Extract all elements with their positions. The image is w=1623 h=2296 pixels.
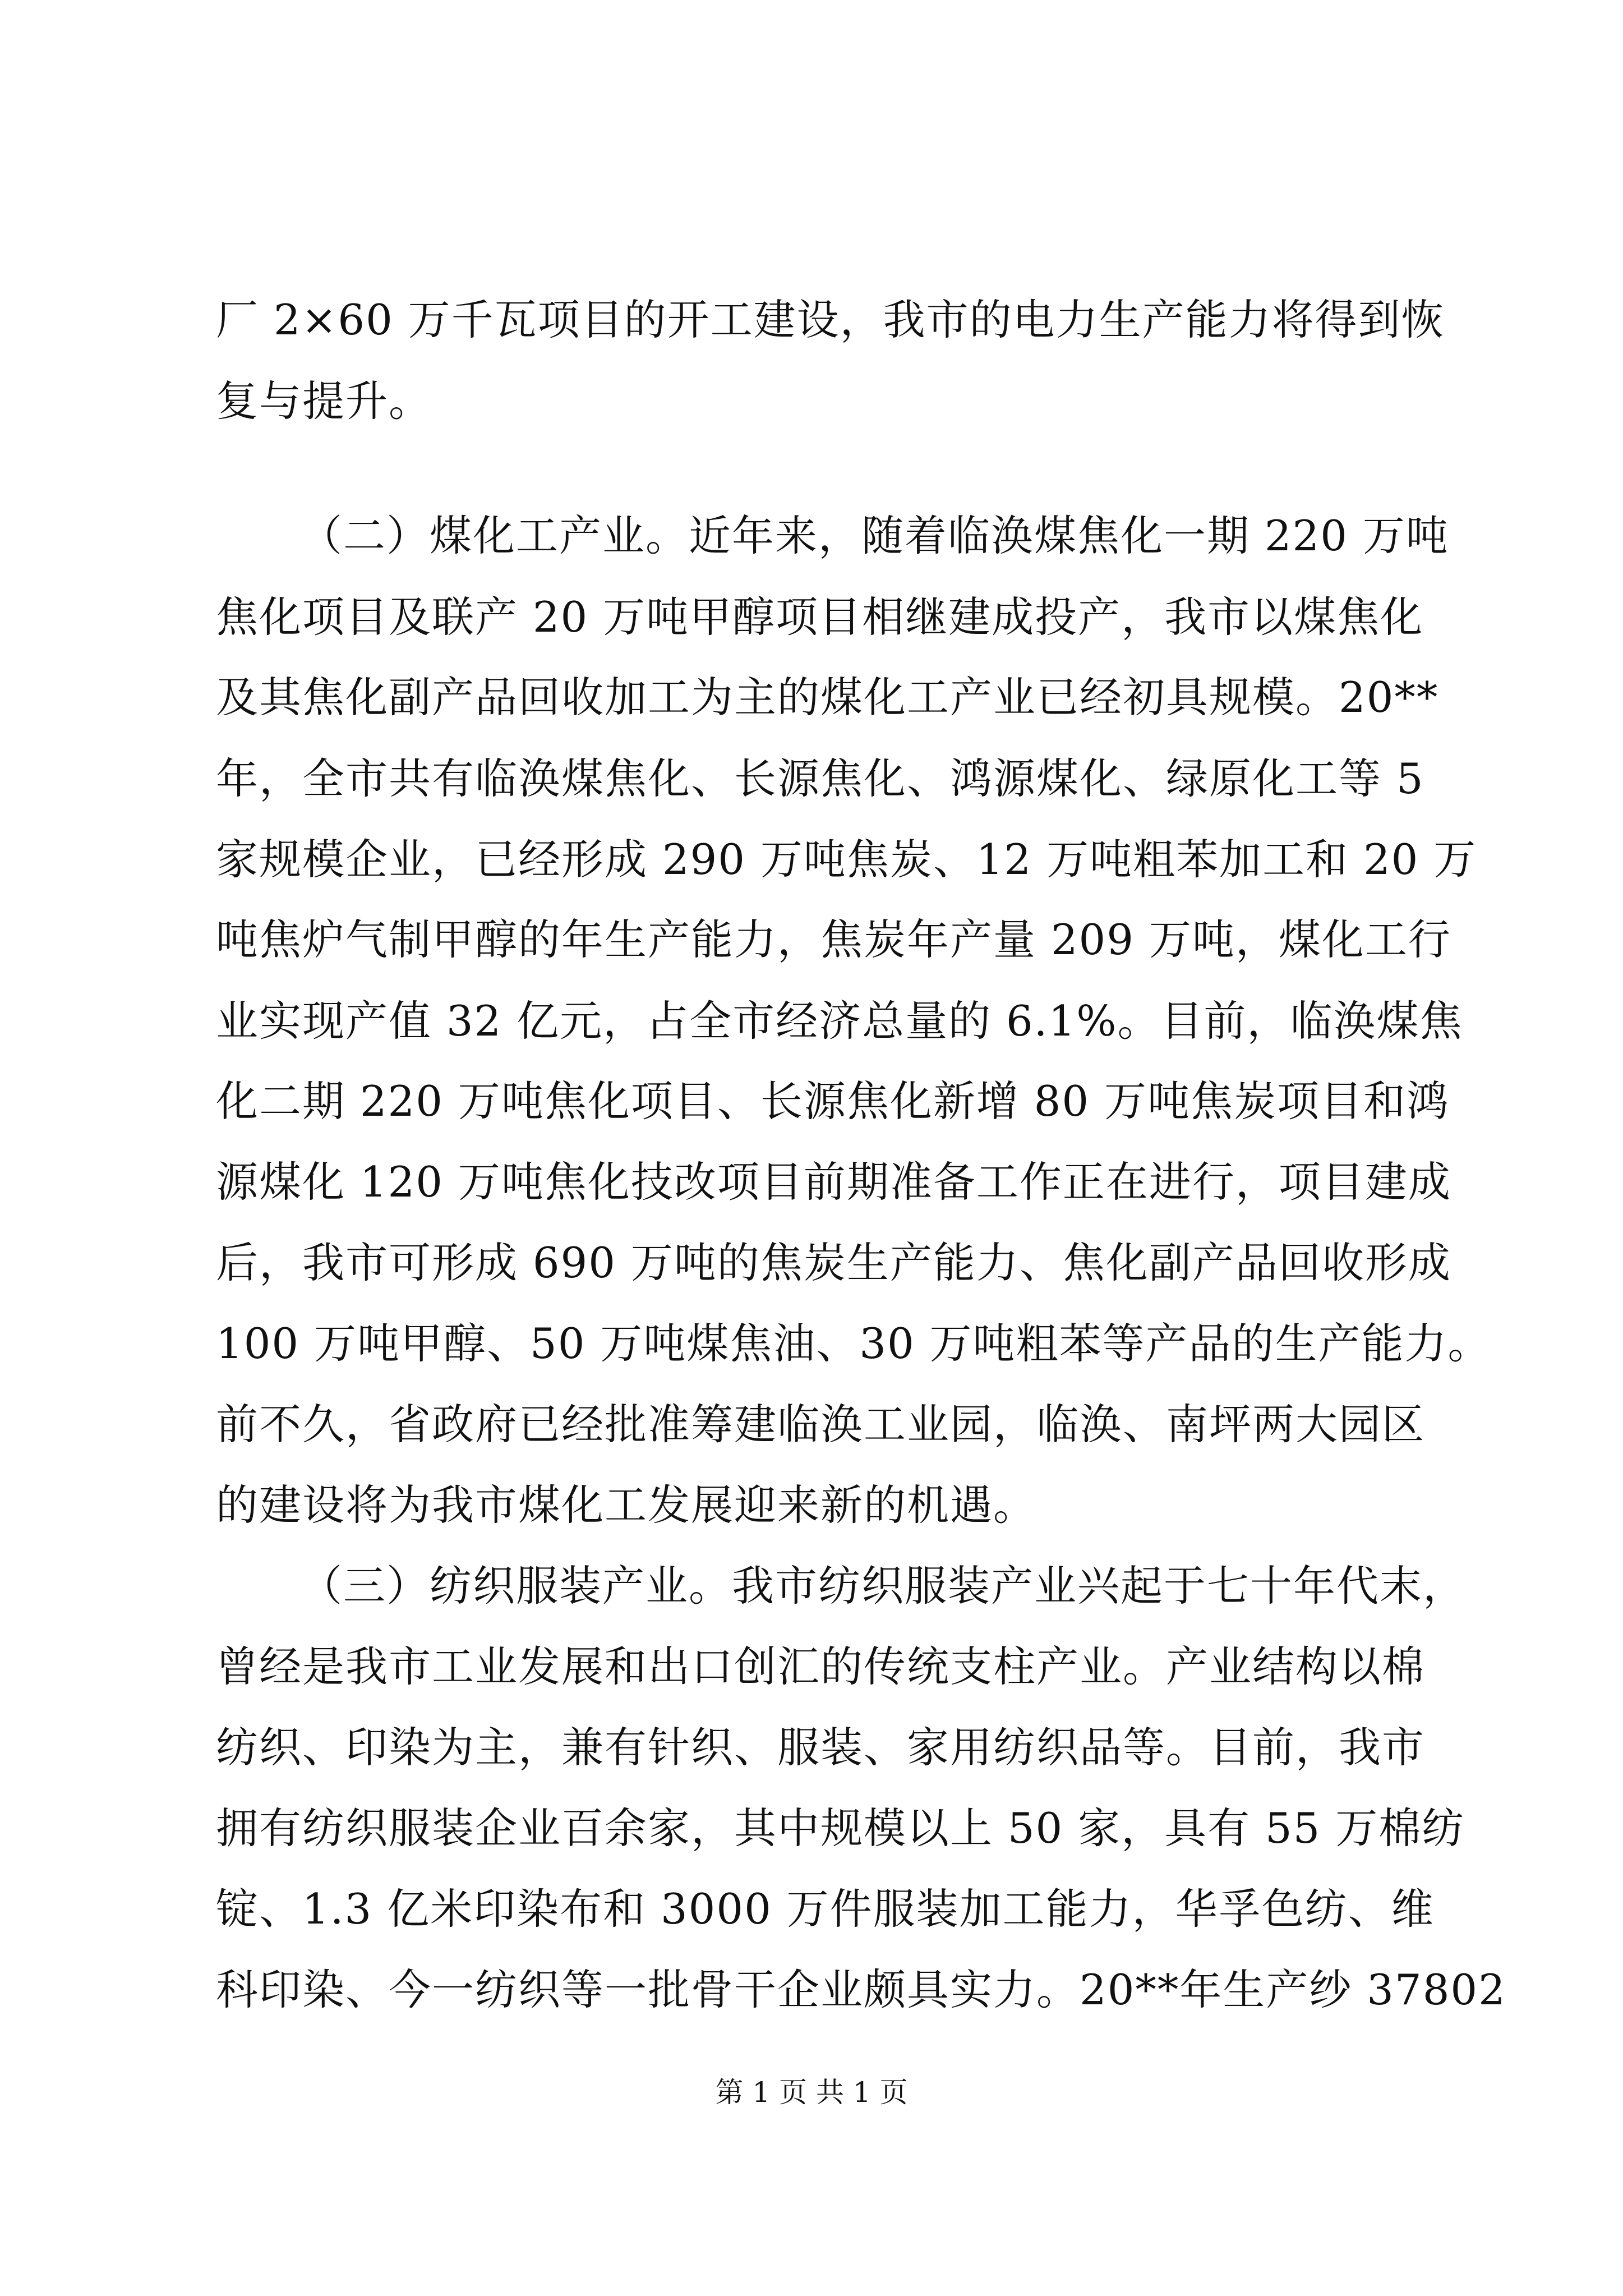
text-line: 后，我市可形成 690 万吨的焦炭生产能力、焦化副产品回收形成 [216,1238,1451,1287]
paragraph-heading-line: （三）纺织服装产业。我市纺织服装产业兴起于七十年代末， [300,1561,1467,1611]
text-line: 业实现产值 32 亿元，占全市经济总量的 6.1%。目前，临涣煤焦 [216,996,1463,1046]
text-line: 及其焦化副产品回收加工为主的煤化工产业已经初具规模。20** [216,673,1439,722]
text-line: 曾经是我市工业发展和出口创汇的传统支柱产业。产业结构以棉 [216,1642,1426,1691]
text-line: 科印染、今一纺织等一批骨干企业颇具实力。20**年生产纱 37802 [216,1965,1506,2014]
paragraph-heading-line: （二）煤化工产业。近年来，随着临涣煤焦化一期 220 万吨 [300,511,1449,560]
page-footer: 第 1 页 共 1 页 [715,2076,908,2109]
text-line: 家规模企业，已经形成 290 万吨焦炭、12 万吨粗苯加工和 20 万 [216,835,1477,884]
text-line: 年，全市共有临涣煤焦化、长源焦化、鸿源煤化、绿原化工等 5 [216,754,1424,803]
text-line: 厂 2×60 万千瓦项目的开工建设，我市的电力生产能力将得到恢 [216,295,1445,344]
text-line: 拥有纺织服装企业百余家，其中规模以上 50 家，具有 55 万棉纺 [216,1803,1465,1853]
text-line: 100 万吨甲醇、50 万吨煤焦油、30 万吨粗苯等产品的生产能力。 [216,1319,1491,1368]
text-line: 的建设将为我市煤化工发展迎来新的机遇。 [216,1480,1037,1530]
text-line: 复与提升。 [216,376,432,426]
text-line: 吨焦炉气制甲醇的年生产能力，焦炭年产量 209 万吨，煤化工行 [216,915,1451,964]
text-line: 源煤化 120 万吨焦化技改项目前期准备工作正在进行，项目建成 [216,1157,1451,1207]
text-line: 锭、1.3 亿米印染布和 3000 万件服装加工能力，华孚色纺、维 [216,1884,1435,1934]
text-line: 焦化项目及联产 20 万吨甲醇项目相继建成投产，我市以煤焦化 [216,592,1424,642]
text-line: 前不久，省政府已经批准筹建临涣工业园，临涣、南坪两大园区 [216,1400,1426,1449]
text-line: 纺织、印染为主，兼有针织、服装、家用纺织品等。目前，我市 [216,1723,1426,1772]
text-line: 化二期 220 万吨焦化项目、长源焦化新增 80 万吨焦炭项目和鸿 [216,1076,1450,1126]
